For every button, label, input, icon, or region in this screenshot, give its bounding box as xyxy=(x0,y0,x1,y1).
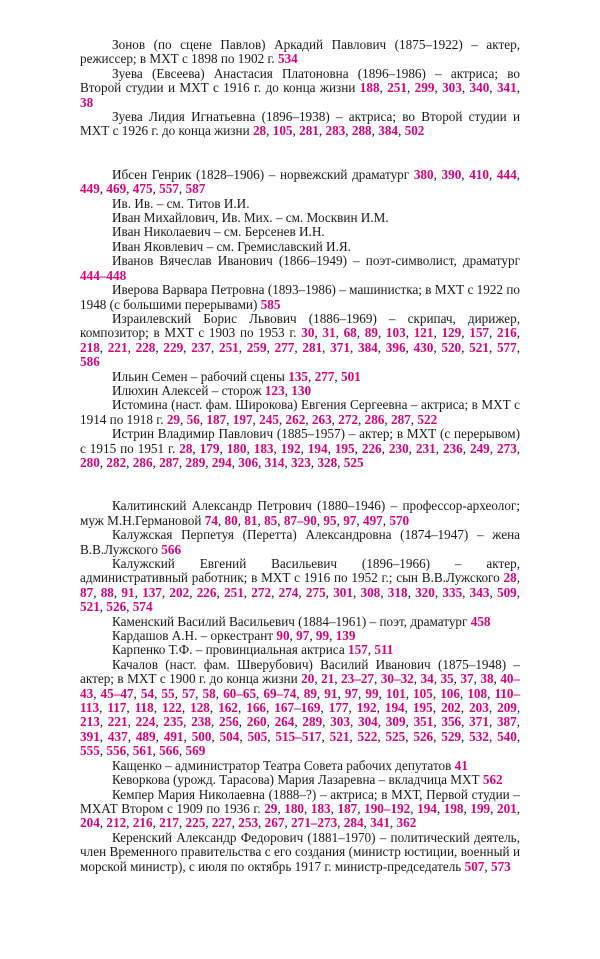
page-reference: 37 xyxy=(460,671,474,687)
entry-text: Ильин Семен – рабочий сцены xyxy=(112,368,289,384)
page-reference: 286 xyxy=(364,411,385,427)
page-reference: 303 xyxy=(330,714,350,730)
page-reference: 497 xyxy=(362,512,383,528)
page-reference: 95 xyxy=(323,512,337,528)
page-reference: 99 xyxy=(365,685,379,701)
page-reference: 56 xyxy=(186,411,200,427)
page-reference: 251 xyxy=(218,339,239,355)
section-gap xyxy=(80,139,520,168)
entry-text: Израилевский Борис Львович (1886–1969) – скрипач, дирижер, композитор; в МХТ с 1903 по 1953 г. xyxy=(80,310,520,341)
index-entry: Карпенко Т.Ф. – провинциальная актриса 157, 511 xyxy=(112,642,394,658)
page-reference: 106 xyxy=(440,685,460,701)
page-reference: 213 xyxy=(80,714,100,730)
page-reference: 491 xyxy=(163,728,184,744)
page-reference: 38 xyxy=(480,671,494,687)
page-reference: 263 xyxy=(311,411,332,427)
page-reference: 525 xyxy=(343,454,364,470)
page-reference: 335 xyxy=(442,584,463,600)
index-entry: Калитинский Александр Петрович (1880–1946) – профессор-археолог; муж М.Н.Германовой 74, 80, 81, 85, 87–90, 95, 97, 497, 570 xyxy=(80,498,520,528)
page-reference: 390 xyxy=(441,166,462,182)
page-reference: 58 xyxy=(202,685,216,701)
page-reference: 267 xyxy=(264,815,285,831)
index-entry: Зуева (Евсеева) Анастасия Платоновна (1896–1986) – актриса; во Второй студии и МХТ с 1916 г. до конца жизни 188, 251, 299, 303, 340, 341, 38 xyxy=(80,65,521,110)
page-reference: 202 xyxy=(440,700,461,716)
page-reference: 97 xyxy=(344,685,358,701)
page-reference: 190–192 xyxy=(364,800,411,816)
page-reference: 216 xyxy=(132,815,153,831)
page-reference: 444–448 xyxy=(80,267,127,283)
page-reference: 123 xyxy=(264,382,285,398)
page-reference: 309 xyxy=(385,714,406,730)
page-reference: 507 xyxy=(464,858,485,874)
page-reference: 226 xyxy=(196,584,217,600)
index-entry xyxy=(80,615,520,629)
entry-text: Кардашов А.Н. – оркестрант xyxy=(112,628,277,644)
page-reference: 387 xyxy=(496,714,517,730)
page-reference: 299 xyxy=(414,80,435,96)
page-reference: 340 xyxy=(469,80,490,96)
entry-text: Кеворкова (урожд. Тарасова) Мария Лазаревна – вкладчица МХТ xyxy=(112,772,483,788)
page-reference: 277 xyxy=(274,339,295,355)
page-reference: 284 xyxy=(343,815,364,831)
page-reference: 118 xyxy=(134,700,154,716)
page-reference: 54 xyxy=(140,685,155,701)
index-section xyxy=(80,168,520,471)
page-reference: 201 xyxy=(496,800,517,816)
page-reference: 129 xyxy=(441,325,462,341)
page-reference: 30–32 xyxy=(380,671,414,687)
index-section xyxy=(80,38,520,139)
entry-text: Калитинский Александр Петрович (1880–1946) – профессор-археолог; муж М.Н.Германовой xyxy=(80,498,520,528)
page-reference: 194 xyxy=(384,700,405,716)
page-reference: 251 xyxy=(224,584,244,600)
page-reference: 57 xyxy=(181,685,196,701)
page-reference: 195 xyxy=(334,440,355,456)
page-reference: 521 xyxy=(469,339,489,355)
page-reference: 566 xyxy=(159,743,179,759)
page-reference: 396 xyxy=(385,339,406,355)
page-reference: 157 xyxy=(347,642,368,658)
page-reference: 500 xyxy=(191,728,212,744)
page-reference: 202 xyxy=(169,584,190,600)
page-reference: 204 xyxy=(80,815,100,831)
page-reference: 68 xyxy=(343,325,357,341)
page-reference: 236 xyxy=(442,440,463,456)
page-reference: 209 xyxy=(497,700,517,716)
page-reference: 362 xyxy=(396,815,417,831)
page-reference: 203 xyxy=(469,700,489,716)
entry-text: Зуева Лидия Игнатьевна (1896–1938) – актриса; во Второй студии и МХТ с 1926 г. до конца жизни xyxy=(80,109,520,139)
page-reference: 69–74 xyxy=(263,685,297,701)
entry-text: Истрин Владимир Павлович (1885–1957) – актер; в МХТ (с перерывом) с 1915 по 1951 г. xyxy=(80,426,520,456)
page-reference: 294 xyxy=(211,454,232,470)
page-reference: 341 xyxy=(496,80,517,96)
page-reference: 585 xyxy=(260,296,281,312)
page-reference: 586 xyxy=(80,354,100,370)
page-reference: 287 xyxy=(391,411,411,427)
page-reference: 97 xyxy=(296,628,310,644)
page-reference: 216 xyxy=(496,325,517,341)
index-entry: Зуева Лидия Игнатьевна (1896–1938) – актриса; во Второй студии и МХТ с 1926 г. до конца жизни 28, 105, 281, 283, 288, 384, 502 xyxy=(80,109,520,139)
page-reference: 509 xyxy=(496,584,517,600)
index-section xyxy=(80,499,520,874)
page-reference: 289 xyxy=(185,454,206,470)
page-reference: 221 xyxy=(107,714,128,730)
page-reference: 566 xyxy=(161,541,182,557)
page-reference: 105 xyxy=(272,123,293,139)
page-reference: 21 xyxy=(321,671,335,687)
index-entry xyxy=(80,759,520,773)
page-reference: 540 xyxy=(497,728,517,744)
index-entry: Ильин Семен – рабочий сцены 135, 277, 501 xyxy=(112,368,361,384)
page-reference: 449 xyxy=(80,181,100,197)
page-reference: 587 xyxy=(185,181,206,197)
page-reference: 280 xyxy=(80,454,100,470)
entry-text: Калужская Перпетуя (Перетта) Александровна (1874–1947) – жена В.В.Лужского xyxy=(80,527,520,557)
page-reference: 197 xyxy=(232,411,253,427)
page-reference: 341 xyxy=(370,815,390,831)
page-reference: 105 xyxy=(413,685,433,701)
page-reference: 384 xyxy=(357,339,378,355)
entry-text: Керенский Александр Федорович (1881–1970) – политический деятель, член Временного правительства с его создания (министр юстиции, военный и морской министр), с июля по октябрь 1917 г. министр-председатель xyxy=(80,829,520,874)
index-entry: Качалов (наст. фам. Шверубович) Василий Иванович (1875–1948) – актер; в МХТ с 1900 г. до конца жизни 20, 21, 23–27, 30–32, 34, 35, 37, 38, 40–43, 45–47, 54, 55, 57, 58, 60–65, 69–74, 89, 91, 97, 99, 101, 105, 106, 108, 110–113, 117, 118, 122, 128, 162, 166, 167–169, 177, 192, 194, 195, 202, 203, 209, 213, 221, 224, 235, 238, 256, 260, 264, 289, 303, 304, 309, 351, 356, 371, 387, 391, 437, 489, 491, 500, 504, 505, 515–517, 521, 522, 525, 526, 529, 532, 540, 555, 556, 561, 566, 569 xyxy=(80,656,521,759)
page-reference: 511 xyxy=(374,642,394,658)
page-reference: 475 xyxy=(132,181,153,197)
index-entry xyxy=(80,773,520,787)
entry-text: Ибсен Генрик (1828–1906) – норвежский драматург xyxy=(112,166,414,182)
page-reference: 308 xyxy=(360,584,381,600)
page-reference: 574 xyxy=(132,599,153,615)
page-reference: 272 xyxy=(251,584,272,600)
page-reference: 562 xyxy=(482,772,503,788)
index-entry: Истомина (наст. фам. Широкова) Евгения Сергеевна – актриса; в МХТ с 1914 по 1918 г. 29, 56, 187, 197, 245, 262, 263, 272, 286, 287, 522 xyxy=(80,397,520,427)
page-reference: 218 xyxy=(80,339,100,355)
page-reference: 555 xyxy=(80,743,100,759)
page-reference: 323 xyxy=(291,454,311,470)
page-reference: 384 xyxy=(378,123,398,139)
page-reference: 521 xyxy=(329,728,350,744)
page-reference: 501 xyxy=(340,368,361,384)
page-reference: 183 xyxy=(253,440,274,456)
page-reference: 262 xyxy=(285,411,306,427)
page-reference: 281 xyxy=(302,339,323,355)
page-reference: 272 xyxy=(338,411,359,427)
page-reference: 34 xyxy=(420,671,434,687)
page-reference: 91 xyxy=(324,685,338,701)
page-reference: 458 xyxy=(470,613,491,629)
index-entry xyxy=(80,254,520,283)
page-reference: 444 xyxy=(496,166,517,182)
page-reference: 289 xyxy=(302,714,323,730)
page-reference: 137 xyxy=(142,584,162,600)
entry-text: Иван Яковлевич – см. Гремиславский И.Я. xyxy=(112,238,351,254)
page-reference: 38 xyxy=(80,94,94,110)
entry-text: Ив. Ив. – см. Титов И.И. xyxy=(112,195,250,211)
page-reference: 569 xyxy=(185,743,206,759)
page-reference: 371 xyxy=(330,339,350,355)
page-reference: 29 xyxy=(166,411,180,427)
page-reference: 88 xyxy=(100,584,114,600)
page-reference: 110–113 xyxy=(80,685,521,716)
page-reference: 81 xyxy=(244,512,258,528)
page-reference: 221 xyxy=(107,339,128,355)
page-reference: 199 xyxy=(470,800,491,816)
page-reference: 515–517 xyxy=(275,728,322,744)
entry-text: Илюхин Алексей – сторож xyxy=(112,382,265,398)
page-reference: 256 xyxy=(218,714,239,730)
page-reference: 40–43 xyxy=(80,671,521,701)
page-reference: 183 xyxy=(310,800,331,816)
index-entry xyxy=(80,211,520,225)
page-reference: 505 xyxy=(247,728,268,744)
index-entry: Ибсен Генрик (1828–1906) – норвежский драматург 380, 390, 410, 444, 449, 469, 475, 557, 587 xyxy=(80,166,520,197)
page-reference: 561 xyxy=(132,743,153,759)
page-reference: 249 xyxy=(469,440,490,456)
entry-text: Каменский Василий Васильевич (1884–1961) – поэт, драматург xyxy=(112,613,471,629)
page-reference: 318 xyxy=(387,584,408,600)
index-entry xyxy=(80,240,520,254)
page-reference: 231 xyxy=(415,440,436,456)
entry-text: Зуева (Евсеева) Анастасия Платоновна (1896–1986) – актриса; во Второй студии и МХТ с 1916 г. до конца жизни xyxy=(80,65,520,96)
page-reference: 277 xyxy=(314,368,335,384)
entry-text: Иван Николаевич – см. Берсенев И.Н. xyxy=(112,224,325,240)
page-reference: 194 xyxy=(417,800,437,816)
index-entry xyxy=(80,38,520,67)
entry-text: Зонов (по сцене Павлов) Аркадий Павлович (1875–1922) – актер, режиссер; в МХТ с 1898 по 1902 г. xyxy=(80,37,520,67)
page-reference: 45–47 xyxy=(100,685,134,701)
page-reference: 90 xyxy=(276,628,290,644)
page-reference: 504 xyxy=(219,728,240,744)
page-reference: 103 xyxy=(385,325,406,341)
page-reference: 108 xyxy=(467,685,488,701)
page-reference: 179 xyxy=(199,440,220,456)
page-reference: 577 xyxy=(496,339,517,355)
page-reference: 275 xyxy=(305,584,326,600)
page-reference: 224 xyxy=(135,714,156,730)
page-reference: 74 xyxy=(204,512,218,528)
page-reference: 135 xyxy=(288,368,308,384)
page-reference: 128 xyxy=(190,700,210,716)
page-reference: 121 xyxy=(413,325,434,341)
page-reference: 283 xyxy=(325,123,346,139)
page-reference: 28 xyxy=(179,440,193,456)
page-reference: 314 xyxy=(264,454,285,470)
page-reference: 282 xyxy=(106,454,127,470)
page-reference: 489 xyxy=(135,728,156,744)
page-reference: 522 xyxy=(357,728,378,744)
page-reference: 230 xyxy=(388,440,409,456)
page-reference: 188 xyxy=(359,80,380,96)
page-reference: 35 xyxy=(440,671,454,687)
index-entry: Израилевский Борис Львович (1886–1969) – скрипач, дирижер, композитор; в МХТ с 1903 по 1953 г. 30, 31, 68, 89, 103, 121, 129, 157, 216, 218, 221, 228, 229, 237, 251, 259, 277, 281, 371, 384, 396, 430, 520, 521, 577, 586 xyxy=(80,310,521,370)
page-reference: 469 xyxy=(106,181,127,197)
page-reference: 281 xyxy=(299,123,319,139)
page-reference: 343 xyxy=(469,584,490,600)
page-reference: 301 xyxy=(333,584,353,600)
page-reference: 356 xyxy=(441,714,462,730)
page-reference: 97 xyxy=(343,512,357,528)
index-entry: Илюхин Алексей – сторож 123, 130 xyxy=(112,382,312,398)
entry-text: Иверова Варвара Петровна (1893–1986) – машинистка; в МХТ с 1922 по 1948 (с большими перерывами) xyxy=(80,282,520,312)
page-reference: 225 xyxy=(185,815,206,831)
section-gap xyxy=(80,470,520,499)
index-entry xyxy=(80,197,520,211)
entry-text: Карпенко Т.Ф. – провинциальная актриса xyxy=(112,642,348,658)
page-reference: 259 xyxy=(246,339,267,355)
page-reference: 304 xyxy=(357,714,378,730)
index-entry: Истрин Владимир Павлович (1885–1957) – актер; в МХТ (с перерывом) с 1915 по 1951 г. 28, 179, 180, 183, 192, 194, 195, 226, 230, 231, 236, 249, 273, 280, 282, 286, 287, 289, 294, 306, 314, 323, 328, 525 xyxy=(80,426,521,470)
index-entry: Кардашов А.Н. – оркестрант 90, 97, 99, 139 xyxy=(112,628,356,644)
page-reference: 87 xyxy=(80,584,94,600)
page-reference: 30 xyxy=(301,325,315,341)
page-reference: 89 xyxy=(364,325,378,341)
page-reference: 557 xyxy=(159,181,179,197)
page-reference: 166 xyxy=(246,700,266,716)
page-reference: 238 xyxy=(191,714,211,730)
page-reference: 264 xyxy=(274,714,295,730)
page-reference: 380 xyxy=(413,166,434,182)
page-reference: 80 xyxy=(224,512,238,528)
entry-text: Иванов Вячеслав Иванович (1866–1949) – поэт-символист, драматург xyxy=(112,253,520,269)
page-reference: 187 xyxy=(337,800,358,816)
index-entry xyxy=(80,225,520,239)
page-reference: 187 xyxy=(206,411,227,427)
page-reference: 139 xyxy=(335,628,356,644)
page-reference: 430 xyxy=(413,339,434,355)
page-reference: 410 xyxy=(469,166,489,182)
page-reference: 351 xyxy=(413,714,434,730)
index-entry: Калужский Евгений Васильевич (1896–1966) – актер, административный работник; в МХТ с 1916 по 1952 г.; сын В.В.Лужского 28, 87, 88, 91, 137, 202, 226, 251, 272, 274, 275, 301, 308, 318, 320, 335, 343, 509, 521, 526, 574 xyxy=(80,556,521,615)
page-reference: 260 xyxy=(246,714,267,730)
page-reference: 271–273 xyxy=(291,815,338,831)
index-entry: Керенский Александр Федорович (1881–1970) – политический деятель, член Временного правительства с его создания (министр юстиции, военный и морской министр), с июля по октябрь 1917 г. министр-председатель 507, 573 xyxy=(80,829,520,874)
page-reference: 212 xyxy=(106,815,127,831)
page-reference: 157 xyxy=(469,325,489,341)
page-reference: 287 xyxy=(159,454,179,470)
page-reference: 217 xyxy=(159,815,179,831)
page-reference: 29 xyxy=(264,800,278,816)
page-reference: 23–27 xyxy=(341,671,375,687)
page-reference: 371 xyxy=(469,714,489,730)
page-reference: 570 xyxy=(389,512,410,528)
page-reference: 130 xyxy=(291,382,312,398)
page-reference: 328 xyxy=(317,454,338,470)
page-reference: 192 xyxy=(280,440,301,456)
index-entry: Кемпер Мария Николаевна (1888–?) – актриса; в МХТ, Первой студии – МХАТ Втором с 1909 по 1936 г. 29, 180, 183, 187, 190–192, 194, 198, 199, 201, 204, 212, 216, 217, 225, 227, 253, 267, 271–273, 284, 341, 362 xyxy=(80,786,521,831)
page-reference: 245 xyxy=(259,411,279,427)
page-reference: 198 xyxy=(443,800,464,816)
page-reference: 99 xyxy=(315,628,330,644)
page-reference: 31 xyxy=(322,325,336,341)
page-reference: 227 xyxy=(211,815,232,831)
page-reference: 195 xyxy=(412,700,433,716)
index-entry xyxy=(80,528,520,557)
page-reference: 286 xyxy=(132,454,153,470)
page-reference: 556 xyxy=(106,743,127,759)
page-reference: 391 xyxy=(80,728,100,744)
page-reference: 162 xyxy=(218,700,238,716)
page-reference: 122 xyxy=(162,700,182,716)
page-reference: 522 xyxy=(417,411,438,427)
entry-text: Кемпер Мария Николаевна (1888–?) – актриса; в МХТ, Первой студии – МХАТ Втором с 1909 по 1936 г. xyxy=(80,786,520,816)
page-reference: 101 xyxy=(385,685,406,701)
page-reference: 28 xyxy=(252,123,267,139)
page-reference: 41 xyxy=(454,757,468,773)
entry-text: Иван Михайлович, Ив. Мих. – см. Москвин И.М. xyxy=(112,210,389,226)
page-reference: 117 xyxy=(107,700,127,716)
page-reference: 502 xyxy=(404,123,425,139)
page-reference: 91 xyxy=(121,584,135,600)
page-reference: 306 xyxy=(238,454,259,470)
page-reference: 180 xyxy=(226,440,247,456)
page-reference: 237 xyxy=(191,339,211,355)
page-reference: 229 xyxy=(163,339,184,355)
page-reference: 55 xyxy=(161,685,175,701)
page-reference: 60–65 xyxy=(223,685,257,701)
index-page xyxy=(80,38,520,874)
page-reference: 194 xyxy=(307,440,328,456)
page-reference: 20 xyxy=(301,671,315,687)
entry-text: Кащенко – администратор Театра Совета рабочих депутатов xyxy=(112,757,455,773)
index-entry xyxy=(80,283,520,312)
page-reference: 28 xyxy=(503,570,517,586)
entry-text: Истомина (наст. фам. Широкова) Евгения Сергеевна – актриса; в МХТ с 1914 по 1918 г. xyxy=(80,397,520,427)
page-reference: 529 xyxy=(441,728,462,744)
page-reference: 521 xyxy=(80,599,100,615)
page-reference: 437 xyxy=(107,728,128,744)
entry-text: Качалов (наст. фам. Шверубович) Василий Иванович (1875–1948) – актер; в МХТ с 1900 г. до конца жизни xyxy=(80,656,520,687)
page-reference: 226 xyxy=(361,440,382,456)
page-reference: 251 xyxy=(387,80,407,96)
page-reference: 534 xyxy=(277,51,298,67)
page-reference: 303 xyxy=(442,80,462,96)
page-reference: 253 xyxy=(238,815,259,831)
page-reference: 273 xyxy=(497,440,517,456)
entry-text: Калужский Евгений Васильевич (1896–1966) – актер, административный работник; в МХТ с 1916 по 1952 г.; сын В.В.Лужского xyxy=(80,556,520,586)
page-reference: 532 xyxy=(469,728,489,744)
page-reference: 228 xyxy=(135,339,156,355)
page-reference: 520 xyxy=(441,339,462,355)
page-reference: 288 xyxy=(351,123,372,139)
page-reference: 85 xyxy=(264,512,278,528)
page-reference: 526 xyxy=(106,599,127,615)
page-reference: 525 xyxy=(385,728,406,744)
page-reference: 180 xyxy=(284,800,304,816)
page-reference: 177 xyxy=(328,700,349,716)
page-reference: 235 xyxy=(163,714,184,730)
page-reference: 274 xyxy=(278,584,299,600)
page-reference: 526 xyxy=(413,728,434,744)
page-reference: 573 xyxy=(490,858,511,874)
page-reference: 87–90 xyxy=(283,512,317,528)
page-reference: 320 xyxy=(415,584,435,600)
page-reference: 89 xyxy=(303,685,317,701)
page-reference: 192 xyxy=(356,700,377,716)
page-reference: 167–169 xyxy=(274,700,321,716)
